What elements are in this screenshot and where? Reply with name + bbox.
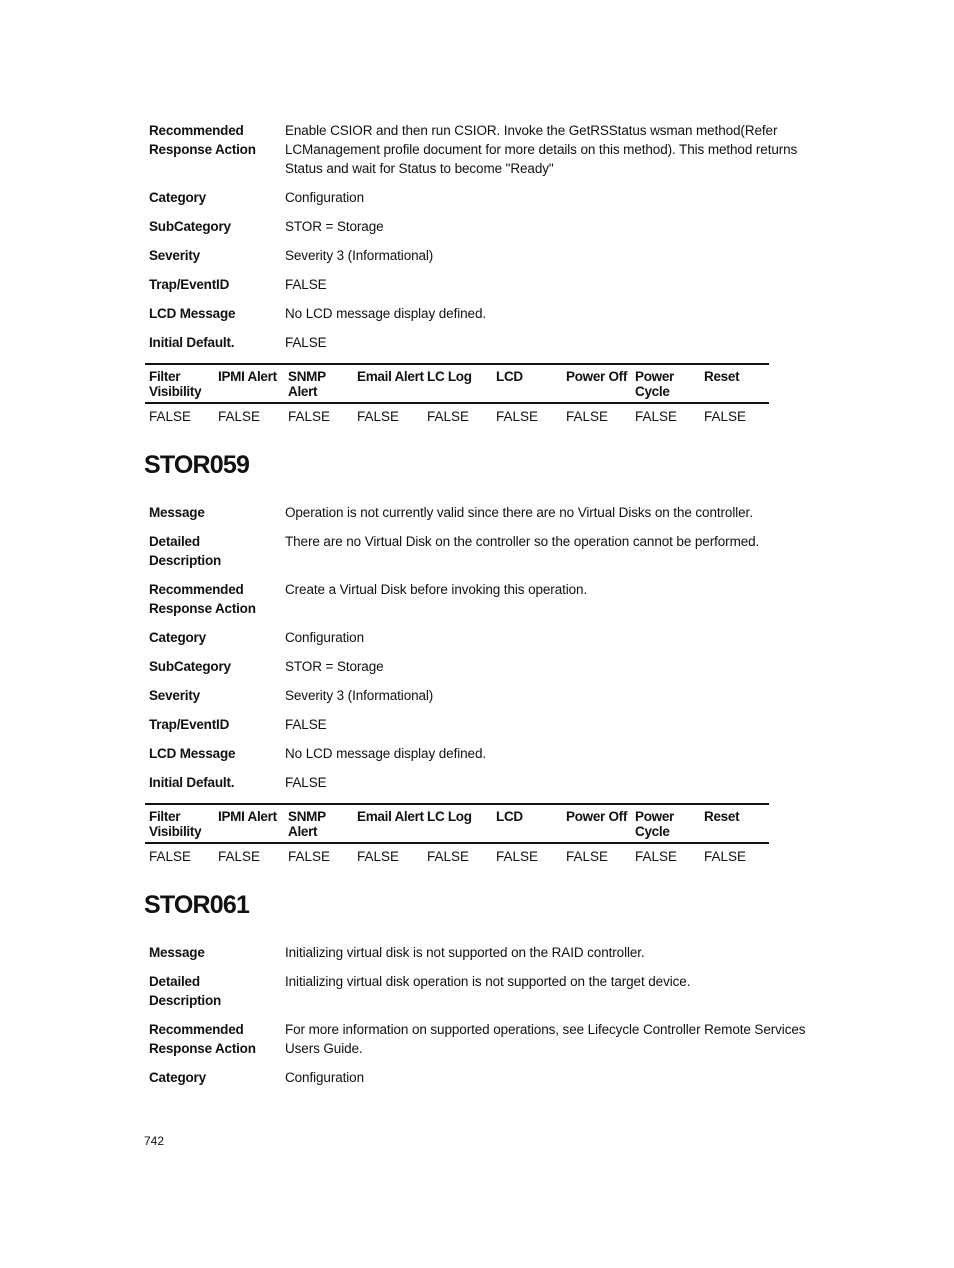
- filter-header: Power Off: [566, 809, 628, 824]
- detail-key: Message: [149, 945, 205, 960]
- table-rule: [145, 842, 769, 844]
- filter-header: SNMP Alert: [288, 809, 326, 839]
- detail-value: FALSE: [285, 717, 327, 732]
- detail-value: STOR = Storage: [285, 219, 384, 234]
- detail-value: Operation is not currently valid since there are no Virtual Disks on the controller.: [285, 505, 753, 520]
- filter-header: Filter Visibility: [149, 369, 202, 399]
- detail-key: SubCategory: [149, 219, 231, 234]
- filter-header: IPMI Alert: [218, 369, 277, 384]
- detail-value: Severity 3 (Informational): [285, 688, 434, 703]
- filter-header: Power Cycle: [635, 369, 675, 399]
- detail-key: Category: [149, 1070, 206, 1085]
- detail-value: FALSE: [285, 775, 327, 790]
- detail-key: Category: [149, 190, 206, 205]
- filter-value: FALSE: [704, 849, 747, 864]
- filter-header: Reset: [704, 809, 740, 824]
- detail-key: LCD Message: [149, 746, 236, 761]
- filter-header: Power Off: [566, 369, 628, 384]
- filter-header: LCD: [496, 369, 523, 384]
- filter-value: FALSE: [704, 409, 747, 424]
- detail-key: Trap/EventID: [149, 277, 230, 292]
- detail-value: There are no Virtual Disk on the controller so the operation cannot be performed.: [285, 534, 760, 549]
- detail-value: Configuration: [285, 1070, 365, 1085]
- detail-key: Initial Default.: [149, 335, 235, 350]
- filter-value: FALSE: [496, 849, 539, 864]
- filter-header: Email Alert: [357, 369, 424, 384]
- filter-header: LC Log: [427, 369, 472, 384]
- filter-header: Reset: [704, 369, 740, 384]
- filter-value: FALSE: [218, 409, 261, 424]
- filter-value: FALSE: [149, 849, 192, 864]
- detail-key: Category: [149, 630, 206, 645]
- filter-header: Filter Visibility: [149, 809, 202, 839]
- detail-value: Initializing virtual disk is not supported on the RAID controller.: [285, 945, 645, 960]
- filter-value: FALSE: [288, 849, 331, 864]
- detail-key: Recommended Response Action: [149, 123, 256, 157]
- detail-value: For more information on supported operations, see Lifecycle Controller Remote Services Users Guide.: [285, 1022, 806, 1056]
- detail-key: Severity: [149, 248, 200, 263]
- filter-value: FALSE: [427, 409, 470, 424]
- detail-value: FALSE: [285, 277, 327, 292]
- detail-key: Recommended Response Action: [149, 1022, 256, 1056]
- filter-value: FALSE: [149, 409, 192, 424]
- filter-value: FALSE: [566, 409, 609, 424]
- detail-key: SubCategory: [149, 659, 231, 674]
- section-heading: STOR059: [144, 451, 250, 479]
- detail-value: No LCD message display defined.: [285, 306, 487, 321]
- filter-value: FALSE: [357, 409, 400, 424]
- table-rule: [145, 363, 769, 365]
- detail-key: LCD Message: [149, 306, 236, 321]
- filter-header: LCD: [496, 809, 523, 824]
- detail-value: FALSE: [285, 335, 327, 350]
- section-heading: STOR061: [144, 891, 250, 919]
- detail-value: Initializing virtual disk operation is not supported on the target device.: [285, 974, 691, 989]
- detail-key: Message: [149, 505, 205, 520]
- table-rule: [145, 803, 769, 805]
- filter-table: [145, 803, 769, 867]
- filter-value: FALSE: [357, 849, 400, 864]
- filter-table: [145, 363, 769, 427]
- table-rule: [145, 402, 769, 404]
- detail-key: Trap/EventID: [149, 717, 230, 732]
- filter-header: SNMP Alert: [288, 369, 326, 399]
- detail-key: Recommended Response Action: [149, 582, 256, 616]
- filter-value: FALSE: [635, 849, 678, 864]
- detail-value: Configuration: [285, 190, 365, 205]
- filter-value: FALSE: [496, 409, 539, 424]
- filter-value: FALSE: [635, 409, 678, 424]
- filter-value: FALSE: [427, 849, 470, 864]
- filter-value: FALSE: [566, 849, 609, 864]
- detail-value: Severity 3 (Informational): [285, 248, 434, 263]
- filter-header: Power Cycle: [635, 809, 675, 839]
- page-number: 742: [144, 1134, 165, 1148]
- filter-header: Email Alert: [357, 809, 424, 824]
- detail-value: Configuration: [285, 630, 365, 645]
- filter-header: LC Log: [427, 809, 472, 824]
- filter-value: FALSE: [288, 409, 331, 424]
- detail-value: Enable CSIOR and then run CSIOR. Invoke the GetRSStatus wsman method(Refer LCManagement profile document for more details on this method). This method returns Status and wait for Status to become "Ready": [285, 123, 798, 176]
- detail-key: Detailed Description: [149, 534, 222, 568]
- filter-value: FALSE: [218, 849, 261, 864]
- detail-value: Create a Virtual Disk before invoking this operation.: [285, 582, 588, 597]
- detail-value: No LCD message display defined.: [285, 746, 487, 761]
- detail-key: Severity: [149, 688, 200, 703]
- detail-value: STOR = Storage: [285, 659, 384, 674]
- detail-key: Initial Default.: [149, 775, 235, 790]
- detail-key: Detailed Description: [149, 974, 222, 1008]
- filter-header: IPMI Alert: [218, 809, 277, 824]
